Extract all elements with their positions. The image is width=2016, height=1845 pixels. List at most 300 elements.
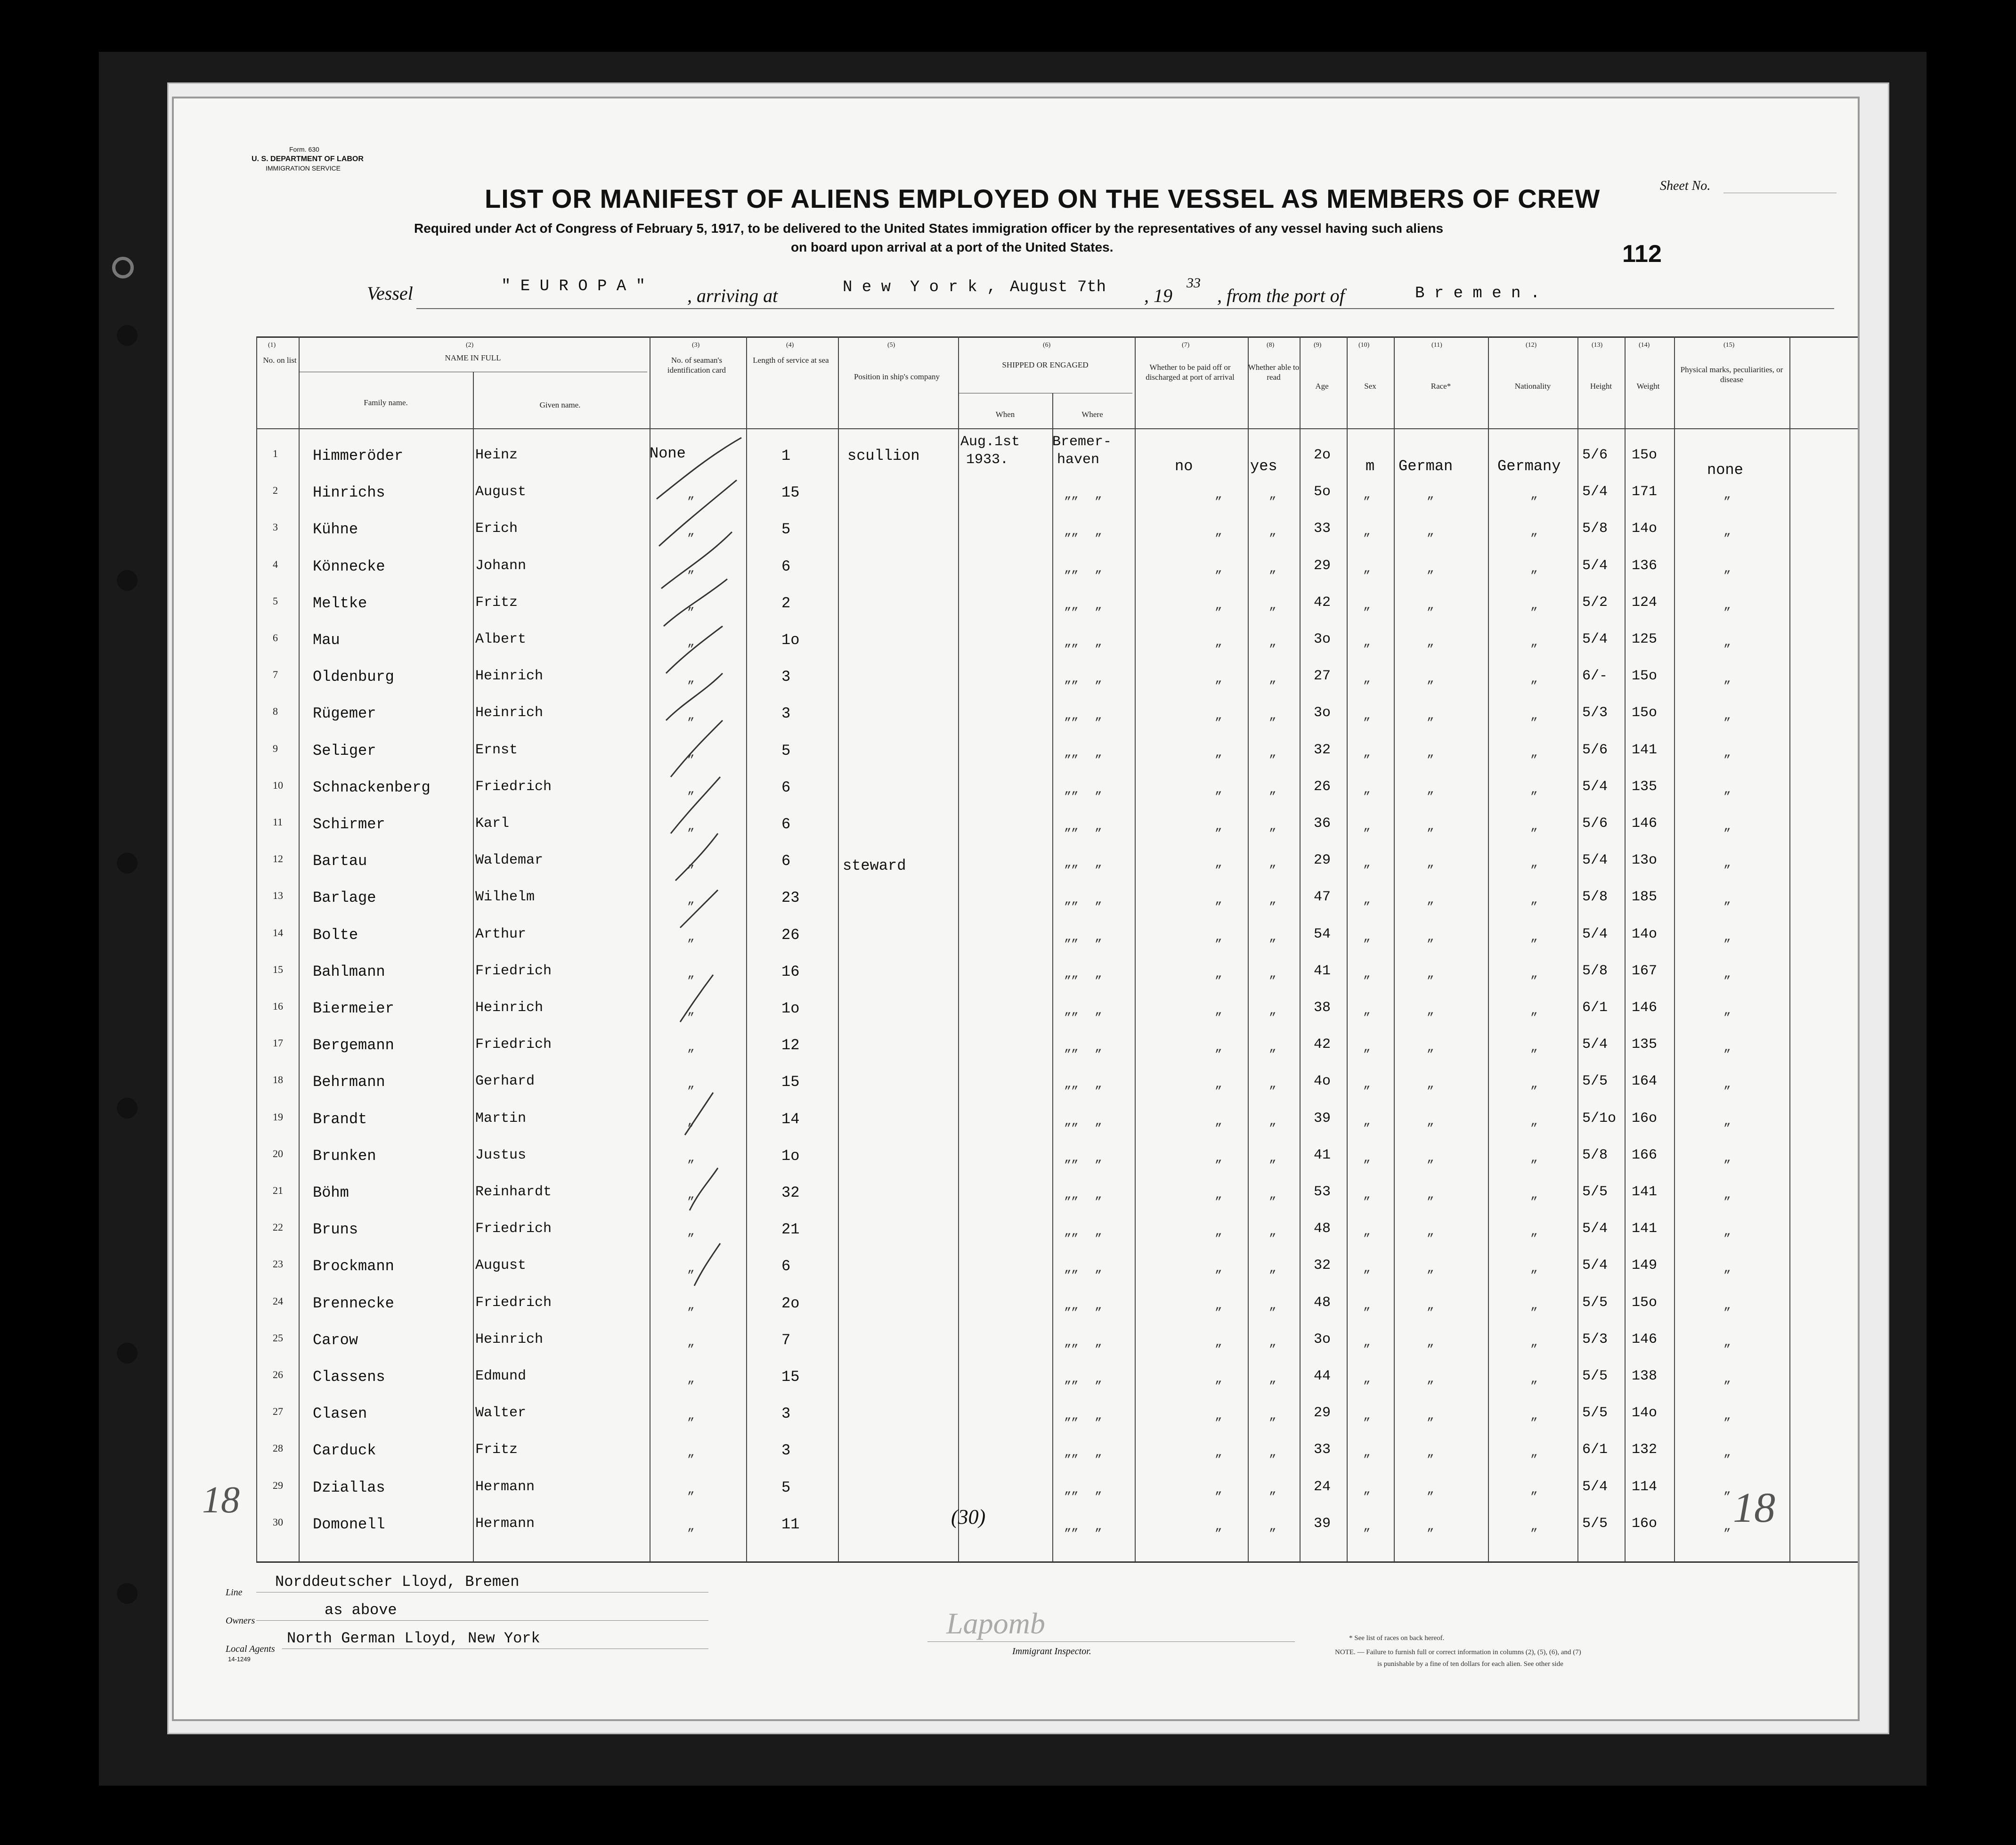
height-cell: 5/3 bbox=[1582, 705, 1608, 721]
family-name-cell: Könnecke bbox=[313, 558, 385, 575]
ditto-mark: „ bbox=[1215, 562, 1222, 576]
given-name-cell: Hermann bbox=[475, 1479, 535, 1495]
given-name-cell: Friedrich bbox=[475, 779, 552, 795]
ditto-mark: „ bbox=[1095, 1335, 1102, 1349]
height-cell: 5/8 bbox=[1582, 963, 1608, 979]
footer-line-value: Norddeutscher Lloyd, Bremen bbox=[275, 1573, 520, 1591]
age-cell: 3o bbox=[1314, 631, 1331, 647]
ditto-mark: „ bbox=[1071, 1004, 1079, 1018]
ditto-mark: „ bbox=[1215, 783, 1222, 797]
height-cell: 5/6 bbox=[1582, 447, 1608, 463]
weight-cell: 15o bbox=[1632, 447, 1658, 463]
given-name-cell: Ernst bbox=[475, 742, 518, 758]
height-cell: 5/2 bbox=[1582, 595, 1608, 611]
family-name-cell: Schnackenberg bbox=[313, 779, 431, 796]
department-name: U. S. DEPARTMENT OF LABOR bbox=[252, 155, 364, 163]
penalty-note-line-1: NOTE. — Failure to furnish full or correct information in columns (2), (5), (6), and (7) bbox=[1335, 1649, 1581, 1656]
ditto-mark: „ bbox=[1064, 1519, 1072, 1534]
ditto-mark: „ bbox=[1427, 672, 1434, 686]
ditto-mark: „ bbox=[1095, 1483, 1102, 1497]
able-to-read-value: yes bbox=[1250, 457, 1277, 475]
ditto-mark: „ bbox=[1269, 1114, 1276, 1128]
ditto-mark: „ bbox=[1723, 635, 1731, 649]
service-length-cell: 5 bbox=[781, 742, 791, 759]
height-cell: 6/- bbox=[1582, 668, 1608, 684]
service-length-cell: 2 bbox=[781, 595, 791, 612]
height-cell: 5/3 bbox=[1582, 1331, 1608, 1347]
ditto-mark: „ bbox=[1269, 1409, 1276, 1423]
column-rule bbox=[1625, 336, 1626, 1561]
service-length-cell: 26 bbox=[781, 926, 800, 944]
weight-cell: 15o bbox=[1632, 1295, 1658, 1311]
family-name-cell: Brockmann bbox=[313, 1257, 394, 1275]
ditto-mark: „ bbox=[1071, 709, 1079, 723]
service-length-cell: 6 bbox=[781, 558, 791, 575]
punch-hole-icon bbox=[112, 257, 134, 278]
ditto-mark: „ bbox=[1071, 1188, 1079, 1202]
inspector-label: Immigrant Inspector. bbox=[1012, 1646, 1091, 1657]
ditto-mark: „ bbox=[1071, 746, 1079, 760]
height-cell: 5/8 bbox=[1582, 521, 1608, 537]
ditto-mark: „ bbox=[1530, 1409, 1538, 1423]
row-number: 13 bbox=[273, 890, 283, 901]
arrival-date: August 7th bbox=[1010, 278, 1106, 296]
row-number: 14 bbox=[273, 927, 283, 939]
ditto-mark: „ bbox=[1215, 1335, 1222, 1349]
age-cell: 5o bbox=[1314, 484, 1331, 500]
ditto-mark: „ bbox=[1530, 930, 1538, 944]
family-name-cell: Carow bbox=[313, 1331, 358, 1349]
ditto-mark: „ bbox=[1363, 1004, 1371, 1018]
ditto-mark: „ bbox=[1071, 1483, 1079, 1497]
service-length-cell: 21 bbox=[781, 1221, 800, 1238]
ditto-mark: „ bbox=[1095, 1225, 1102, 1239]
ditto-mark: „ bbox=[687, 1298, 695, 1313]
given-name-cell: Edmund bbox=[475, 1368, 527, 1384]
ditto-mark: „ bbox=[1363, 1040, 1371, 1054]
margin-note-right: 18 bbox=[1733, 1485, 1775, 1531]
ditto-mark: „ bbox=[1427, 1298, 1434, 1313]
height-cell: 5/4 bbox=[1582, 779, 1608, 795]
ditto-mark: „ bbox=[1269, 562, 1276, 576]
ditto-mark: „ bbox=[1064, 1409, 1072, 1423]
ditto-mark: „ bbox=[1427, 1151, 1434, 1165]
ditto-mark: „ bbox=[1064, 598, 1072, 612]
ditto-mark: „ bbox=[1427, 1519, 1434, 1534]
row-number: 24 bbox=[273, 1295, 283, 1307]
footer-line-label: Line bbox=[226, 1587, 243, 1598]
height-cell: 5/5 bbox=[1582, 1405, 1608, 1421]
row-number: 29 bbox=[273, 1479, 283, 1491]
ditto-mark: „ bbox=[1530, 1151, 1538, 1165]
ditto-mark: „ bbox=[1095, 1519, 1102, 1534]
ditto-mark: „ bbox=[1064, 1114, 1072, 1128]
family-name-cell: Barlage bbox=[313, 889, 376, 906]
punch-hole-icon bbox=[117, 570, 138, 591]
service-length-cell: 6 bbox=[781, 816, 791, 833]
ditto-mark: „ bbox=[1071, 598, 1079, 612]
ditto-mark: „ bbox=[687, 930, 695, 944]
service-length-cell: 15 bbox=[781, 1073, 800, 1091]
sex-value: m bbox=[1366, 457, 1375, 475]
ditto-mark: „ bbox=[1363, 1372, 1371, 1386]
ditto-mark: „ bbox=[1427, 746, 1434, 760]
header-age: Age bbox=[1315, 382, 1329, 391]
age-cell: 48 bbox=[1314, 1221, 1331, 1237]
ditto-mark: „ bbox=[1215, 488, 1222, 502]
ditto-mark: „ bbox=[687, 1335, 695, 1349]
ditto-mark: „ bbox=[1071, 562, 1079, 576]
ditto-mark: „ bbox=[1723, 1372, 1731, 1386]
given-name-cell: Heinrich bbox=[475, 668, 544, 684]
family-name-cell: Böhm bbox=[313, 1184, 349, 1201]
ditto-mark: „ bbox=[1215, 1445, 1222, 1460]
ditto-mark: „ bbox=[1427, 1077, 1434, 1091]
family-name-cell: Rügemer bbox=[313, 705, 376, 722]
ditto-mark: „ bbox=[1064, 1261, 1072, 1275]
ditto-mark: „ bbox=[1363, 598, 1371, 612]
ditto-mark: „ bbox=[1095, 930, 1102, 944]
punch-hole-icon bbox=[117, 325, 138, 346]
age-cell: 41 bbox=[1314, 963, 1331, 979]
header-no-on-list: No. on list bbox=[263, 356, 297, 365]
ditto-mark: „ bbox=[1530, 672, 1538, 686]
ditto-mark: „ bbox=[687, 1040, 695, 1054]
sheet-number: 112 bbox=[1622, 240, 1662, 268]
age-cell: 29 bbox=[1314, 1405, 1331, 1421]
shipped-where-line1: Bremer- bbox=[1052, 434, 1112, 450]
header-paid-off: Whether to be paid off or discharged at port of arrival bbox=[1146, 363, 1235, 382]
races-footnote: * See list of races on back hereof. bbox=[1349, 1634, 1445, 1642]
ditto-mark: „ bbox=[1064, 1335, 1072, 1349]
age-cell: 47 bbox=[1314, 889, 1331, 905]
column-rule bbox=[1577, 336, 1578, 1561]
ditto-mark: „ bbox=[687, 1114, 695, 1128]
ditto-mark: „ bbox=[1071, 1114, 1079, 1128]
ditto-mark: „ bbox=[1095, 1004, 1102, 1018]
ditto-mark: „ bbox=[1723, 1483, 1731, 1497]
ditto-mark: „ bbox=[687, 709, 695, 723]
ditto-mark: „ bbox=[1530, 967, 1538, 981]
ditto-mark: „ bbox=[687, 635, 695, 649]
weight-cell: 15o bbox=[1632, 668, 1658, 684]
from-port-label: , from the port of bbox=[1217, 285, 1345, 306]
ditto-mark: „ bbox=[1215, 635, 1222, 649]
weight-cell: 171 bbox=[1632, 484, 1658, 500]
ditto-mark: „ bbox=[1427, 856, 1434, 870]
ditto-mark: „ bbox=[1723, 1335, 1731, 1349]
ditto-mark: „ bbox=[687, 1445, 695, 1460]
ditto-mark: „ bbox=[1071, 1040, 1079, 1054]
weight-cell: 15o bbox=[1632, 705, 1658, 721]
ditto-mark: „ bbox=[1530, 819, 1538, 833]
footer-agents-value: North German Lloyd, New York bbox=[287, 1630, 540, 1647]
ditto-mark: „ bbox=[1723, 746, 1731, 760]
ditto-mark: „ bbox=[1064, 1077, 1072, 1091]
age-cell: 29 bbox=[1314, 852, 1331, 868]
ditto-mark: „ bbox=[1095, 1040, 1102, 1054]
ditto-mark: „ bbox=[1269, 672, 1276, 686]
ditto-mark: „ bbox=[687, 1225, 695, 1239]
given-name-cell: Fritz bbox=[475, 1442, 518, 1458]
vessel-name: " E U R O P A " bbox=[501, 278, 646, 295]
ditto-mark: „ bbox=[687, 1372, 695, 1386]
age-cell: 39 bbox=[1314, 1516, 1331, 1532]
ditto-mark: „ bbox=[1071, 856, 1079, 870]
row-number: 9 bbox=[273, 743, 278, 754]
ditto-mark: „ bbox=[687, 1261, 695, 1275]
punch-hole-icon bbox=[117, 853, 138, 874]
ditto-mark: „ bbox=[687, 672, 695, 686]
ditto-mark: „ bbox=[1363, 967, 1371, 981]
subtitle-line-1: Required under Act of Congress of February 5, 1917, to be delivered to the United States immigration officer by the representatives of any vessel having such aliens bbox=[414, 221, 1444, 236]
family-name-cell: Himmeröder bbox=[313, 447, 404, 465]
row-number: 27 bbox=[273, 1405, 283, 1417]
ditto-mark: „ bbox=[687, 598, 695, 612]
ditto-mark: „ bbox=[1363, 1483, 1371, 1497]
ditto-mark: „ bbox=[1269, 746, 1276, 760]
ditto-mark: „ bbox=[1095, 1151, 1102, 1165]
shipped-where-line2: haven bbox=[1057, 452, 1100, 468]
ditto-mark: „ bbox=[1215, 819, 1222, 833]
family-name-cell: Bahlmann bbox=[313, 963, 385, 980]
header-sex: Sex bbox=[1364, 382, 1376, 391]
table-top-rule bbox=[256, 336, 1858, 338]
service-name: IMMIGRATION SERVICE bbox=[266, 164, 341, 172]
service-length-cell: 16 bbox=[781, 963, 800, 980]
given-name-cell: Friedrich bbox=[475, 963, 552, 979]
weight-cell: 166 bbox=[1632, 1147, 1658, 1163]
age-cell: 26 bbox=[1314, 779, 1331, 795]
ditto-mark: „ bbox=[1363, 1188, 1371, 1202]
height-cell: 5/5 bbox=[1582, 1368, 1608, 1384]
row-number: 16 bbox=[273, 1000, 283, 1012]
family-name-cell: Dziallas bbox=[313, 1479, 385, 1496]
ditto-mark: „ bbox=[1064, 1040, 1072, 1054]
ditto-mark: „ bbox=[1723, 1077, 1731, 1091]
ditto-mark: „ bbox=[687, 893, 695, 907]
ditto-mark: „ bbox=[1095, 635, 1102, 649]
ditto-mark: „ bbox=[1095, 893, 1102, 907]
ditto-mark: „ bbox=[1363, 562, 1371, 576]
ditto-mark: „ bbox=[1095, 783, 1102, 797]
ditto-mark: „ bbox=[1269, 1040, 1276, 1054]
weight-cell: 164 bbox=[1632, 1073, 1658, 1089]
ditto-mark: „ bbox=[1269, 1077, 1276, 1091]
ditto-mark: „ bbox=[1427, 524, 1434, 539]
ditto-mark: „ bbox=[687, 783, 695, 797]
ditto-mark: „ bbox=[1071, 672, 1079, 686]
sheet-label: Sheet No. bbox=[1660, 179, 1711, 193]
ditto-mark: „ bbox=[687, 1188, 695, 1202]
ditto-mark: „ bbox=[1530, 488, 1538, 502]
ditto-mark: „ bbox=[1427, 1335, 1434, 1349]
ditto-mark: „ bbox=[1269, 1261, 1276, 1275]
ditto-mark: „ bbox=[1269, 1298, 1276, 1313]
ditto-mark: „ bbox=[1064, 1372, 1072, 1386]
weight-cell: 136 bbox=[1632, 558, 1658, 574]
column-rule bbox=[1135, 336, 1136, 1561]
weight-cell: 146 bbox=[1632, 1331, 1658, 1347]
row-number: 17 bbox=[273, 1037, 283, 1049]
ditto-mark: „ bbox=[1095, 1077, 1102, 1091]
ditto-mark: „ bbox=[1095, 746, 1102, 760]
weight-cell: 135 bbox=[1632, 779, 1658, 795]
ditto-mark: „ bbox=[1269, 1151, 1276, 1165]
weight-cell: 141 bbox=[1632, 742, 1658, 758]
ditto-mark: „ bbox=[1363, 893, 1371, 907]
ditto-mark: „ bbox=[1269, 1188, 1276, 1202]
given-name-cell: Walter bbox=[475, 1405, 527, 1421]
ditto-mark: „ bbox=[1530, 1077, 1538, 1091]
family-name-cell: Domonell bbox=[313, 1516, 385, 1533]
ditto-mark: „ bbox=[1215, 1483, 1222, 1497]
ditto-mark: „ bbox=[1723, 598, 1731, 612]
header-given-name: Given name. bbox=[539, 400, 581, 409]
row-number: 28 bbox=[273, 1442, 283, 1454]
ditto-mark: „ bbox=[687, 1004, 695, 1018]
ditto-mark: „ bbox=[1530, 1225, 1538, 1239]
ditto-mark: „ bbox=[1215, 1040, 1222, 1054]
given-name-cell: Friedrich bbox=[475, 1295, 552, 1311]
ditto-mark: „ bbox=[1723, 524, 1731, 539]
punch-hole-icon bbox=[117, 1098, 138, 1118]
height-cell: 5/8 bbox=[1582, 1147, 1608, 1163]
ditto-mark: „ bbox=[1363, 524, 1371, 539]
service-length-cell: 23 bbox=[781, 889, 800, 906]
ditto-mark: „ bbox=[1064, 819, 1072, 833]
service-length-cell: 12 bbox=[781, 1037, 800, 1054]
header-nationality: Nationality bbox=[1514, 382, 1551, 391]
ditto-mark: „ bbox=[1723, 1225, 1731, 1239]
ditto-mark: „ bbox=[1071, 893, 1079, 907]
ditto-mark: „ bbox=[1723, 856, 1731, 870]
ditto-mark: „ bbox=[1530, 524, 1538, 539]
ditto-mark: „ bbox=[1427, 1445, 1434, 1460]
service-length-cell: 3 bbox=[781, 668, 791, 686]
subtitle-line-2: on board upon arrival at a port of the United States. bbox=[791, 240, 1114, 254]
ditto-mark: „ bbox=[1363, 1298, 1371, 1313]
ditto-mark: „ bbox=[1215, 1077, 1222, 1091]
column-number: (15) bbox=[1723, 342, 1735, 349]
ditto-mark: „ bbox=[1064, 930, 1072, 944]
ditto-mark: „ bbox=[1269, 1335, 1276, 1349]
ditto-mark: „ bbox=[1064, 893, 1072, 907]
given-name-cell: August bbox=[475, 1257, 527, 1274]
column-number: (12) bbox=[1526, 342, 1537, 349]
ditto-mark: „ bbox=[1064, 1151, 1072, 1165]
ditto-mark: „ bbox=[1215, 967, 1222, 981]
ditto-mark: „ bbox=[1427, 1483, 1434, 1497]
ditto-mark: „ bbox=[1071, 524, 1079, 539]
row-number: 25 bbox=[273, 1332, 283, 1344]
ditto-mark: „ bbox=[1064, 672, 1072, 686]
row-number: 6 bbox=[273, 632, 278, 644]
ditto-mark: „ bbox=[687, 1519, 695, 1534]
row-number: 8 bbox=[273, 705, 278, 717]
year-suffix: 33 bbox=[1187, 275, 1201, 291]
header-position: Position in ship's company bbox=[854, 372, 940, 381]
ditto-mark: „ bbox=[1215, 893, 1222, 907]
weight-cell: 135 bbox=[1632, 1037, 1658, 1053]
height-cell: 5/8 bbox=[1582, 889, 1608, 905]
age-cell: 44 bbox=[1314, 1368, 1331, 1384]
ditto-mark: „ bbox=[1723, 709, 1731, 723]
ditto-mark: „ bbox=[1269, 1225, 1276, 1239]
ditto-mark: „ bbox=[1071, 1077, 1079, 1091]
ditto-mark: „ bbox=[1363, 783, 1371, 797]
ditto-mark: „ bbox=[1269, 856, 1276, 870]
ditto-mark: „ bbox=[1095, 709, 1102, 723]
ditto-mark: „ bbox=[1095, 562, 1102, 576]
total-count-note: (30) bbox=[951, 1505, 986, 1528]
ditto-mark: „ bbox=[1723, 1519, 1731, 1534]
given-name-cell: Reinhardt bbox=[475, 1184, 552, 1200]
ditto-mark: „ bbox=[1071, 1261, 1079, 1275]
ditto-mark: „ bbox=[1530, 1335, 1538, 1349]
given-name-cell: Martin bbox=[475, 1110, 527, 1127]
age-cell: 27 bbox=[1314, 668, 1331, 684]
ditto-mark: „ bbox=[1723, 1151, 1731, 1165]
given-name-cell: Wilhelm bbox=[475, 889, 535, 905]
column-number: (2) bbox=[466, 342, 474, 349]
ditto-mark: „ bbox=[1363, 856, 1371, 870]
ditto-mark: „ bbox=[1064, 1483, 1072, 1497]
weight-cell: 124 bbox=[1632, 595, 1658, 611]
column-number: (8) bbox=[1267, 342, 1275, 349]
row-number: 1 bbox=[273, 448, 278, 459]
ditto-mark: „ bbox=[1215, 1409, 1222, 1423]
ditto-mark: „ bbox=[1215, 856, 1222, 870]
ditto-mark: „ bbox=[1363, 1335, 1371, 1349]
ditto-mark: „ bbox=[1269, 524, 1276, 539]
ditto-mark: „ bbox=[687, 524, 695, 539]
ditto-mark: „ bbox=[1095, 1445, 1102, 1460]
row-number: 26 bbox=[273, 1369, 283, 1380]
family-name-cell: Classens bbox=[313, 1368, 385, 1386]
header-family-name: Family name. bbox=[364, 398, 408, 407]
header-length-of-service: Length of service at sea bbox=[753, 356, 829, 365]
nationality-value: Germany bbox=[1497, 457, 1561, 475]
height-cell: 5/4 bbox=[1582, 1221, 1608, 1237]
service-length-cell: 6 bbox=[781, 852, 791, 870]
ditto-mark: „ bbox=[1427, 1409, 1434, 1423]
ditto-mark: „ bbox=[1064, 488, 1072, 502]
ditto-mark: „ bbox=[1427, 783, 1434, 797]
ditto-mark: „ bbox=[1723, 1004, 1731, 1018]
ditto-mark: „ bbox=[1427, 709, 1434, 723]
shipped-when-line2: 1933. bbox=[966, 452, 1009, 468]
ditto-mark: „ bbox=[1427, 819, 1434, 833]
ditto-mark: „ bbox=[1071, 488, 1079, 502]
given-name-cell: Karl bbox=[475, 816, 510, 832]
given-name-cell: Heinz bbox=[475, 447, 518, 463]
age-cell: 42 bbox=[1314, 1037, 1331, 1053]
ditto-mark: „ bbox=[1071, 819, 1079, 833]
row-number: 23 bbox=[273, 1258, 283, 1270]
column-rule bbox=[746, 336, 747, 1561]
ditto-mark: „ bbox=[1723, 1261, 1731, 1275]
ditto-mark: „ bbox=[1071, 1335, 1079, 1349]
year-prefix: , 19 bbox=[1144, 285, 1172, 306]
ditto-mark: „ bbox=[1427, 598, 1434, 612]
ditto-mark: „ bbox=[1427, 930, 1434, 944]
ditto-mark: „ bbox=[1269, 635, 1276, 649]
column-rule bbox=[1394, 336, 1395, 1561]
ditto-mark: „ bbox=[1530, 1372, 1538, 1386]
service-length-cell: 15 bbox=[781, 484, 800, 501]
header-physical-marks: Physical marks, peculiarities, or disease bbox=[1680, 365, 1783, 384]
